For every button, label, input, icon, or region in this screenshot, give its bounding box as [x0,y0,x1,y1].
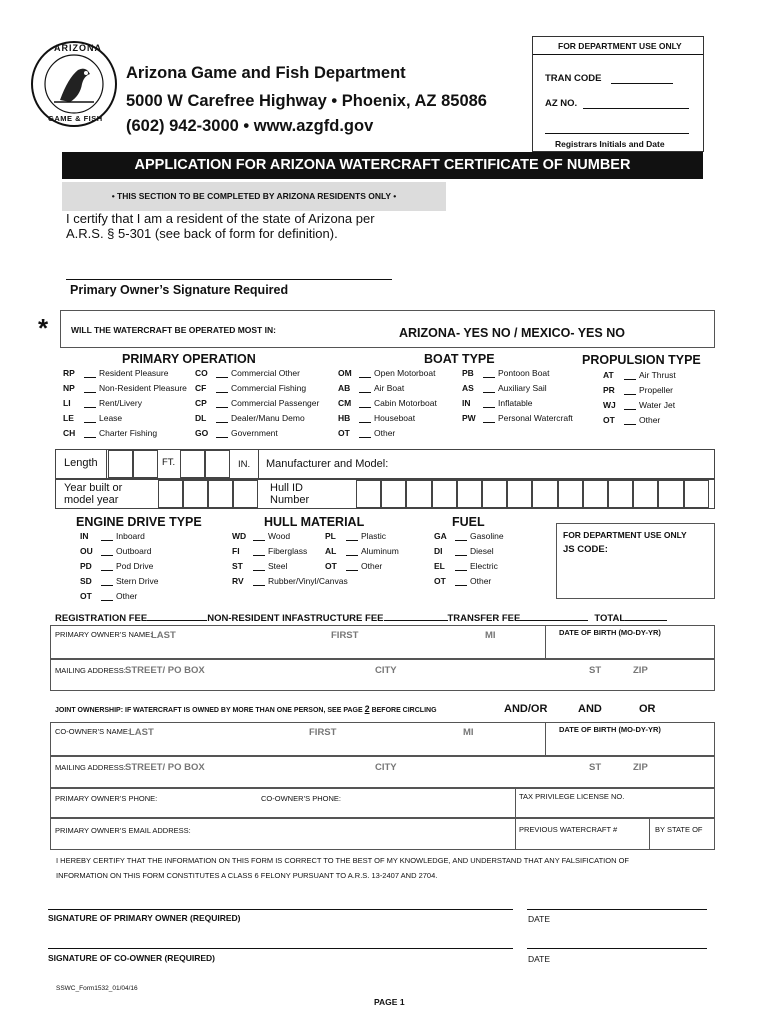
option-row[interactable] [80,531,145,541]
option-label: Fiberglass [268,546,308,556]
option-label: Personal Watercraft [498,413,573,423]
hull-id-label-2: Number [270,494,310,506]
option-row[interactable] [603,415,660,425]
and-or-option[interactable]: AND/OR [504,703,548,715]
primary-owner-name-row[interactable] [50,625,715,659]
option-blank[interactable] [253,546,265,556]
option-label: Rubber/Vinyl/Canvas [268,576,348,586]
operated-in-label: WILL THE WATERCRAFT BE OPERATED MOST IN: [71,325,276,335]
option-row[interactable] [63,413,122,423]
registration-fee-field[interactable] [147,611,207,621]
option-blank[interactable] [346,561,358,571]
option-blank[interactable] [483,383,495,393]
option-blank[interactable] [455,531,467,541]
char-box[interactable] [658,480,683,508]
option-blank[interactable] [359,383,371,393]
form-id: SSWC_Form1532_01/04/16 [56,985,138,992]
option-row[interactable] [325,546,399,556]
phone-row [50,788,715,818]
option-label: Plastic [361,531,387,541]
option-code: IN [462,398,471,408]
transfer-fee-field[interactable] [520,611,588,621]
char-box[interactable] [406,480,431,508]
primary-date-field[interactable] [527,909,707,910]
option-blank[interactable] [101,531,113,541]
primary-first-label: FIRST [331,630,359,641]
option-code: PB [462,368,474,378]
option-label: Pontoon Boat [498,368,550,378]
option-blank[interactable] [483,413,495,423]
co-first-label: FIRST [309,727,337,738]
engine-drive-heading: ENGINE DRIVE TYPE [76,515,202,529]
char-box[interactable] [633,480,658,508]
option-blank[interactable] [101,576,113,586]
option-row[interactable] [434,531,504,541]
option-code: OT [325,561,337,571]
option-code: WJ [603,400,616,410]
certify-line1: I HEREBY CERTIFY THAT THE INFORMATION ON THIS FORM IS CORRECT TO THE BEST OF MY KNOWLEDGE, AND UNDERSTAND THAT ANY FALSIFICATION OF [56,856,630,865]
length-label: Length [64,457,98,469]
primary-mailing-row[interactable] [50,659,715,691]
option-row[interactable] [325,531,386,541]
joint-ownership-text: JOINT OWNERSHIP: IF WATERCRAFT IS OWNED BY MORE THAN ONE PERSON, SEE PAGE [55,707,363,714]
joint-ownership-row [55,704,437,714]
co-city-label: CITY [375,762,397,773]
dept-use-box-top [532,36,704,152]
option-label: Cabin Motorboat [374,398,437,408]
option-label: Open Motorboat [374,368,436,378]
length-ft-box-1[interactable] [108,450,133,478]
char-box[interactable] [558,480,583,508]
by-state-label: BY STATE OF [655,825,703,834]
co-date-label: DATE [528,954,551,964]
option-blank[interactable] [359,428,371,438]
option-label: Charter Fishing [99,428,158,438]
option-row[interactable] [462,398,533,408]
transfer-fee-label: TRANSFER FEE [447,613,521,624]
option-label: Rent/Livery [99,398,142,408]
option-code: LI [63,398,71,408]
primary-st-label: ST [589,665,602,676]
option-blank[interactable] [483,398,495,408]
option-code: LE [63,413,74,423]
department-contact: (602) 942-3000 • www.azgfd.gov [126,117,374,135]
option-label: Gasoline [470,531,504,541]
option-code: CM [338,398,352,408]
option-code: DL [195,413,207,423]
joint-ownership-end: BEFORE CIRCLING [371,707,437,714]
email-row [50,818,715,850]
option-label: Outboard [116,546,152,556]
total-label: TOTAL [594,613,626,624]
option-blank[interactable] [253,576,265,586]
option-label: Propeller [639,385,674,395]
option-label: Commercial Fishing [231,383,307,393]
option-row[interactable] [462,368,550,378]
option-blank[interactable] [346,546,358,556]
char-box[interactable] [608,480,633,508]
option-blank[interactable] [84,368,96,378]
primary-last-label: LAST [151,630,176,641]
char-box[interactable] [208,480,233,508]
option-code: PD [80,561,92,571]
option-label: Air Boat [374,383,405,393]
option-code: PL [325,531,336,541]
co-street-label: STREET/ PO BOX [125,762,205,773]
option-blank[interactable] [455,561,467,571]
option-label: Other [374,428,396,438]
resident-signature-label: Primary Owner’s Signature Required [70,283,289,297]
js-code-label: JS CODE: [563,544,608,555]
primary-date-label: DATE [528,914,551,924]
option-row[interactable] [462,383,547,393]
option-label: Electric [470,561,498,571]
option-code: HB [338,413,351,423]
option-code: OT [603,415,615,425]
option-row[interactable] [338,398,437,408]
option-row[interactable] [63,398,142,408]
co-signature-field[interactable] [48,948,513,949]
option-code: CO [195,368,208,378]
option-code: CF [195,383,207,393]
option-blank[interactable] [624,400,636,410]
option-blank[interactable] [216,398,228,408]
option-blank[interactable] [455,546,467,556]
char-box[interactable] [583,480,608,508]
option-row[interactable] [232,531,290,541]
nonresident-fee-field[interactable] [384,611,448,621]
primary-operation-heading: PRIMARY OPERATION [122,352,256,366]
option-blank[interactable] [483,368,495,378]
registration-fee-label: REGISTRATION FEE [55,613,148,624]
option-blank[interactable] [101,561,113,571]
option-label: Resident Pleasure [99,368,169,378]
option-label: Non-Resident Pleasure [99,383,187,393]
option-label: Aluminum [361,546,399,556]
option-code: CP [195,398,207,408]
primary-mailing-label: MAILING ADDRESS: [55,666,126,675]
previous-watercraft-label: PREVIOUS WATERCRAFT # [519,825,618,834]
option-code: OT [338,428,350,438]
primary-mi-label: MI [485,630,496,641]
option-code: GA [434,531,447,541]
option-blank[interactable] [624,385,636,395]
option-label: Other [116,591,138,601]
form-title: APPLICATION FOR ARIZONA WATERCRAFT CERTIFICATE OF NUMBER [62,152,703,179]
option-blank[interactable] [101,546,113,556]
co-st-label: ST [589,762,602,773]
option-code: EL [434,561,445,571]
year-label-1: Year built or [64,482,123,494]
co-mailing-row[interactable] [50,756,715,788]
option-row[interactable] [195,398,319,408]
option-label: Air Thrust [639,370,676,380]
char-box[interactable] [432,480,457,508]
char-box[interactable] [356,480,381,508]
manufacturer-field[interactable] [406,452,706,476]
option-code: NP [63,383,75,393]
email-label: PRIMARY OWNER’S EMAIL ADDRESS: [55,826,191,835]
option-code: AL [325,546,337,556]
option-blank[interactable] [216,428,228,438]
seal-top-text: ARIZONA [54,43,102,53]
residents-banner: • THIS SECTION TO BE COMPLETED BY ARIZONA RESIDENTS ONLY • [62,182,446,211]
co-phone-label: CO-OWNER’S PHONE: [261,794,342,803]
option-code: AS [462,383,474,393]
department-name: Arizona Game and Fish Department [126,64,406,82]
option-blank[interactable] [84,413,96,423]
total-field[interactable] [625,611,667,621]
length-in-box-2[interactable] [205,450,230,478]
primary-dob-label: DATE OF BIRTH (MO-DY-YR) [559,628,661,637]
az-no-field[interactable] [583,108,689,109]
option-code: OT [434,576,446,586]
char-box[interactable] [507,480,532,508]
option-row[interactable] [603,385,673,395]
option-label: Other [361,561,383,571]
option-label: Pod Drive [116,561,154,571]
option-label: Inboard [116,531,145,541]
option-code: OT [80,591,92,601]
resident-certify-line1: I certify that I am a resident of the state of Arizona per [66,211,375,226]
option-label: Lease [99,413,123,423]
co-date-field[interactable] [527,948,707,949]
resident-certify-line2: A.R.S. § 5-301 (see back of form for definition). [66,226,338,241]
option-blank[interactable] [253,531,265,541]
option-label: Inflatable [498,398,533,408]
option-label: Commercial Other [231,368,300,378]
option-row[interactable] [462,413,573,423]
primary-phone-label: PRIMARY OWNER’S PHONE: [55,794,158,803]
co-signature-label: SIGNATURE OF CO-OWNER (REQUIRED) [48,953,216,963]
primary-owner-name-label: PRIMARY OWNER’S NAME: [55,630,153,639]
option-row[interactable] [603,370,676,380]
option-code: DI [434,546,443,556]
option-row[interactable] [232,576,348,586]
year-label-2: model year [64,494,119,506]
option-code: IN [80,531,89,541]
option-code: WD [232,531,247,541]
option-blank[interactable] [359,368,371,378]
manufacturer-label: Manufacturer and Model: [266,458,389,470]
option-label: Diesel [470,546,494,556]
fuel-heading: FUEL [452,515,485,529]
primary-city-label: CITY [375,665,397,676]
option-code: CH [63,428,76,438]
co-mailing-label: MAILING ADDRESS: [55,763,126,772]
az-no-label: AZ NO. [545,98,578,109]
co-mi-label: MI [463,727,474,738]
option-code: PR [603,385,615,395]
hull-material-heading: HULL MATERIAL [264,515,365,529]
option-code: OM [338,368,352,378]
option-blank[interactable] [216,383,228,393]
department-address: 5000 W Carefree Highway • Phoenix, AZ 85086 [126,92,487,110]
option-code: RV [232,576,244,586]
option-code: PW [462,413,476,423]
option-row[interactable] [80,591,137,601]
char-box[interactable] [532,480,557,508]
char-box[interactable] [183,480,208,508]
char-box[interactable] [457,480,482,508]
primary-signature-field[interactable] [48,909,513,910]
nonresident-fee-label: NON-RESIDENT INFASTRUCTURE FEE [207,613,384,624]
option-row[interactable] [195,413,305,423]
option-row[interactable] [195,428,278,438]
char-box[interactable] [482,480,507,508]
and-option[interactable]: AND [578,703,602,715]
option-code: AT [603,370,614,380]
option-row[interactable] [338,383,404,393]
option-blank[interactable] [84,398,96,408]
char-box[interactable] [158,480,183,508]
length-in-box-1[interactable] [180,450,205,478]
joint-ownership-page: 2 [364,704,370,714]
option-blank[interactable] [216,368,228,378]
option-blank[interactable] [359,413,371,423]
operated-in-box [60,310,715,348]
primary-zip-label: ZIP [633,665,648,676]
page-number: PAGE 1 [374,997,405,1007]
option-blank[interactable] [346,531,358,541]
primary-street-label: STREET/ PO BOX [125,665,205,676]
ft-label: FT. [162,457,176,468]
option-label: Stern Drive [116,576,159,586]
option-row[interactable] [63,368,168,378]
seal-bottom-text: GAME & FISH [48,114,103,123]
option-label: Other [639,415,661,425]
hull-id-label-1: Hull ID [270,482,304,494]
option-label: Steel [268,561,288,571]
co-zip-label: ZIP [633,762,648,773]
option-row[interactable] [80,561,153,571]
tran-code-label: TRAN CODE [545,73,602,84]
option-label: Water Jet [639,400,676,410]
option-code: ST [232,561,243,571]
agency-seal [30,40,118,128]
option-label: Commercial Passenger [231,398,320,408]
option-blank[interactable] [624,370,636,380]
option-blank[interactable] [624,415,636,425]
year-hull-row [55,479,715,509]
option-blank[interactable] [253,561,265,571]
dept-use-js-title: FOR DEPARTMENT USE ONLY [563,530,687,540]
option-blank[interactable] [455,576,467,586]
option-row[interactable] [338,413,415,423]
option-code: RP [63,368,75,378]
registrars-label: Registrars Initials and Date [555,139,665,149]
option-row[interactable] [603,400,675,410]
option-code: OU [80,546,93,556]
option-blank[interactable] [84,383,96,393]
option-row[interactable] [80,576,159,586]
operated-in-choices[interactable]: ARIZONA- YES NO / MEXICO- YES NO [399,326,625,340]
option-row[interactable] [195,368,300,378]
dept-use-box-js [556,523,715,599]
option-label: Auxiliary Sail [498,383,547,393]
option-code: SD [80,576,92,586]
option-row[interactable] [195,383,306,393]
option-blank[interactable] [84,428,96,438]
resident-signature-field[interactable] [66,279,392,280]
required-asterisk: * [38,313,49,343]
option-row[interactable] [63,383,187,393]
option-blank[interactable] [101,591,113,601]
co-dob-label: DATE OF BIRTH (MO-DY-YR) [559,725,661,734]
option-row[interactable] [434,576,491,586]
length-row [55,449,715,479]
option-row[interactable] [232,561,287,571]
fees-row [55,611,667,624]
tran-code-field[interactable] [611,83,673,84]
option-label: Wood [268,531,291,541]
option-row[interactable] [338,428,395,438]
option-row[interactable] [338,368,435,378]
option-row[interactable] [325,561,382,571]
option-row[interactable] [434,546,494,556]
char-box[interactable] [381,480,406,508]
or-option[interactable]: OR [639,703,656,715]
co-last-label: LAST [129,727,154,738]
dept-use-title: FOR DEPARTMENT USE ONLY [558,41,682,51]
co-owner-name-row[interactable] [50,722,715,756]
option-code: GO [195,428,209,438]
option-blank[interactable] [216,413,228,423]
boat-type-heading: BOAT TYPE [424,352,495,366]
option-row[interactable] [434,561,498,571]
co-owner-name-label: CO-OWNER’S NAME: [55,727,130,736]
option-label: Houseboat [374,413,416,423]
in-label: IN. [238,459,251,470]
option-row[interactable] [80,546,151,556]
tax-license-label: TAX PRIVILEGE LICENSE NO. [519,792,625,801]
registrars-field[interactable] [545,133,689,134]
option-label: Dealer/Manu Demo [231,413,305,423]
primary-signature-label: SIGNATURE OF PRIMARY OWNER (REQUIRED) [48,913,241,923]
certify-line2: INFORMATION ON THIS FORM CONSTITUTES A CLASS 6 FELONY PURSUANT TO A.R.S. 13-2407 AND 2704. [56,871,438,880]
char-box[interactable] [684,480,709,508]
propulsion-type-heading: PROPULSION TYPE [582,353,701,367]
option-code: FI [232,546,240,556]
option-label: Other [470,576,492,586]
length-ft-box-2[interactable] [133,450,158,478]
option-row[interactable] [232,546,307,556]
option-code: AB [338,383,351,393]
option-row[interactable] [63,428,157,438]
char-box[interactable] [233,480,258,508]
option-blank[interactable] [359,398,371,408]
option-label: Government [231,428,278,438]
